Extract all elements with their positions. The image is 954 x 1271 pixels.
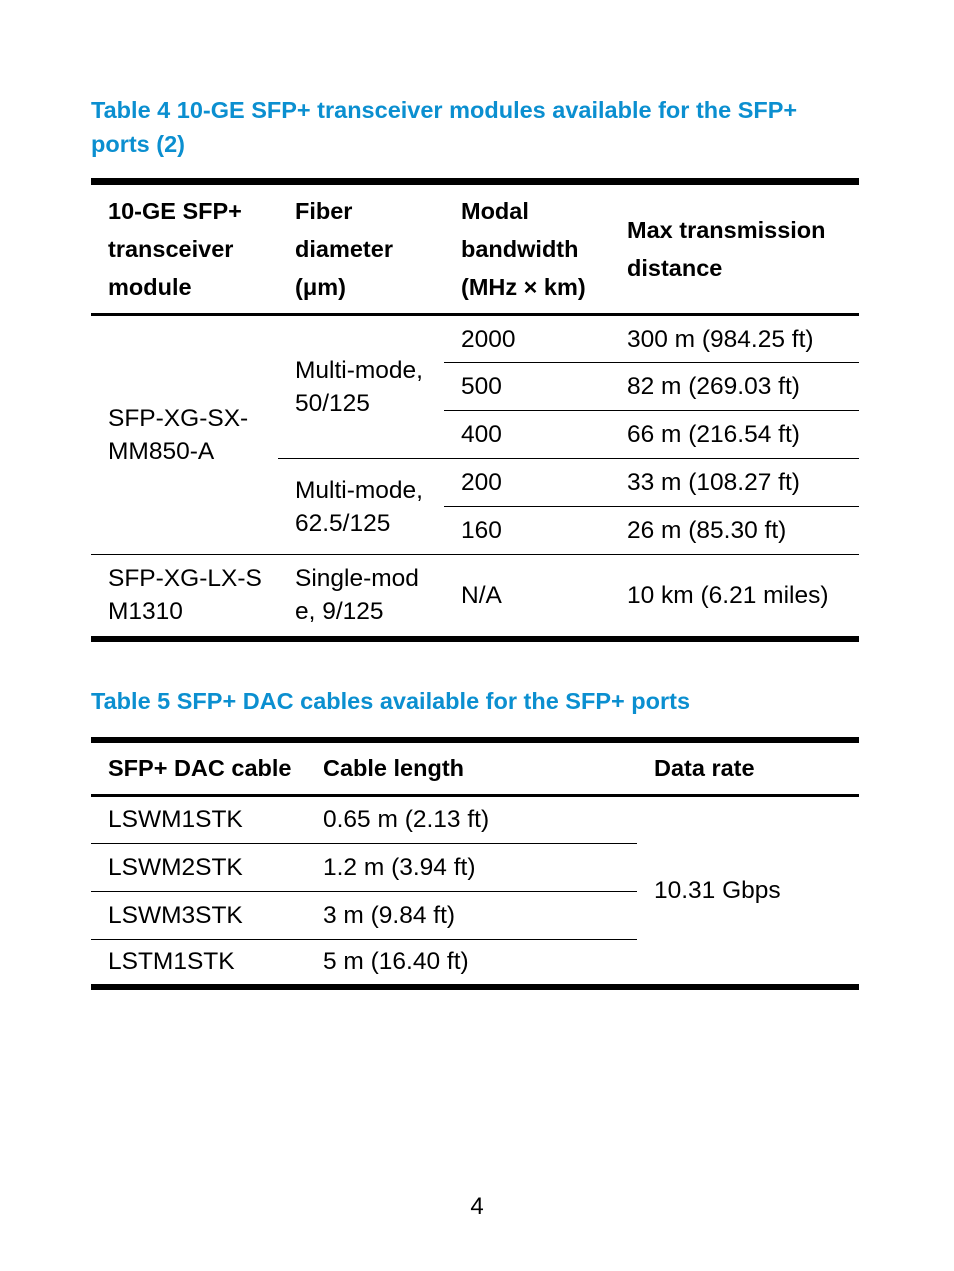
fiber-cell: Multi-mode, 50/125 xyxy=(278,315,444,459)
header-cable: SFP+ DAC cable xyxy=(91,740,306,795)
bandwidth-cell: N/A xyxy=(461,581,502,609)
distance-cell: 300 m (984.25 ft) xyxy=(610,315,859,363)
distance-cell: 33 m (108.27 ft) xyxy=(610,459,859,507)
header-fiber: Fiber diameter (μm) xyxy=(278,182,444,315)
module-cell: SFP-XG-SX-MM850-A xyxy=(91,315,278,555)
bandwidth-cell: 400 xyxy=(444,411,610,459)
distance-cell: 82 m (269.03 ft) xyxy=(610,363,859,411)
table-row xyxy=(91,795,859,843)
table4-caption: Table 4 10-GE SFP+ transceiver modules available for the SFP+ ports (2) xyxy=(91,97,798,157)
header-length: Cable length xyxy=(306,740,637,795)
page-number: 4 xyxy=(470,1193,484,1220)
table5-caption: Table 5 SFP+ DAC cables available for the SFP+ ports xyxy=(91,688,691,714)
cable-cell: LSTM1STK xyxy=(108,948,235,976)
header-distance: Max transmission distance xyxy=(610,182,859,315)
cable-cell: LSWM2STK xyxy=(91,843,306,891)
header-bandwidth: Modal bandwidth (MHz × km) xyxy=(444,182,610,315)
bandwidth-cell: 500 xyxy=(444,363,610,411)
module-cell: SFP-XG-LX-SM1310 xyxy=(108,565,262,626)
table-header-row xyxy=(91,740,859,795)
header-module: 10-GE SFP+ transceiver module xyxy=(91,182,278,315)
distance-cell: 66 m (216.54 ft) xyxy=(610,411,859,459)
rate-cell: 10.31 Gbps xyxy=(654,876,781,904)
fiber-cell: Multi-mode, 62.5/125 xyxy=(278,459,444,555)
bandwidth-cell: 2000 xyxy=(444,315,610,363)
length-cell: 0.65 m (2.13 ft) xyxy=(306,795,637,843)
bandwidth-cell: 160 xyxy=(444,507,610,555)
transceiver-table xyxy=(91,178,859,642)
cable-cell: LSWM1STK xyxy=(91,795,306,843)
length-cell: 1.2 m (3.94 ft) xyxy=(306,843,637,891)
table-row xyxy=(91,315,859,363)
distance-cell: 10 km (6.21 miles) xyxy=(627,581,829,609)
table-header-row xyxy=(91,182,859,315)
dac-cable-table xyxy=(91,737,859,990)
length-cell: 3 m (9.84 ft) xyxy=(306,891,637,939)
fiber-cell: Single-mode, 9/125 xyxy=(295,565,419,626)
bandwidth-cell: 200 xyxy=(444,459,610,507)
cable-cell: LSWM3STK xyxy=(91,891,306,939)
distance-cell: 26 m (85.30 ft) xyxy=(610,507,859,555)
length-cell: 5 m (16.40 ft) xyxy=(323,948,469,976)
header-rate: Data rate xyxy=(637,740,859,795)
table-row xyxy=(91,555,859,639)
